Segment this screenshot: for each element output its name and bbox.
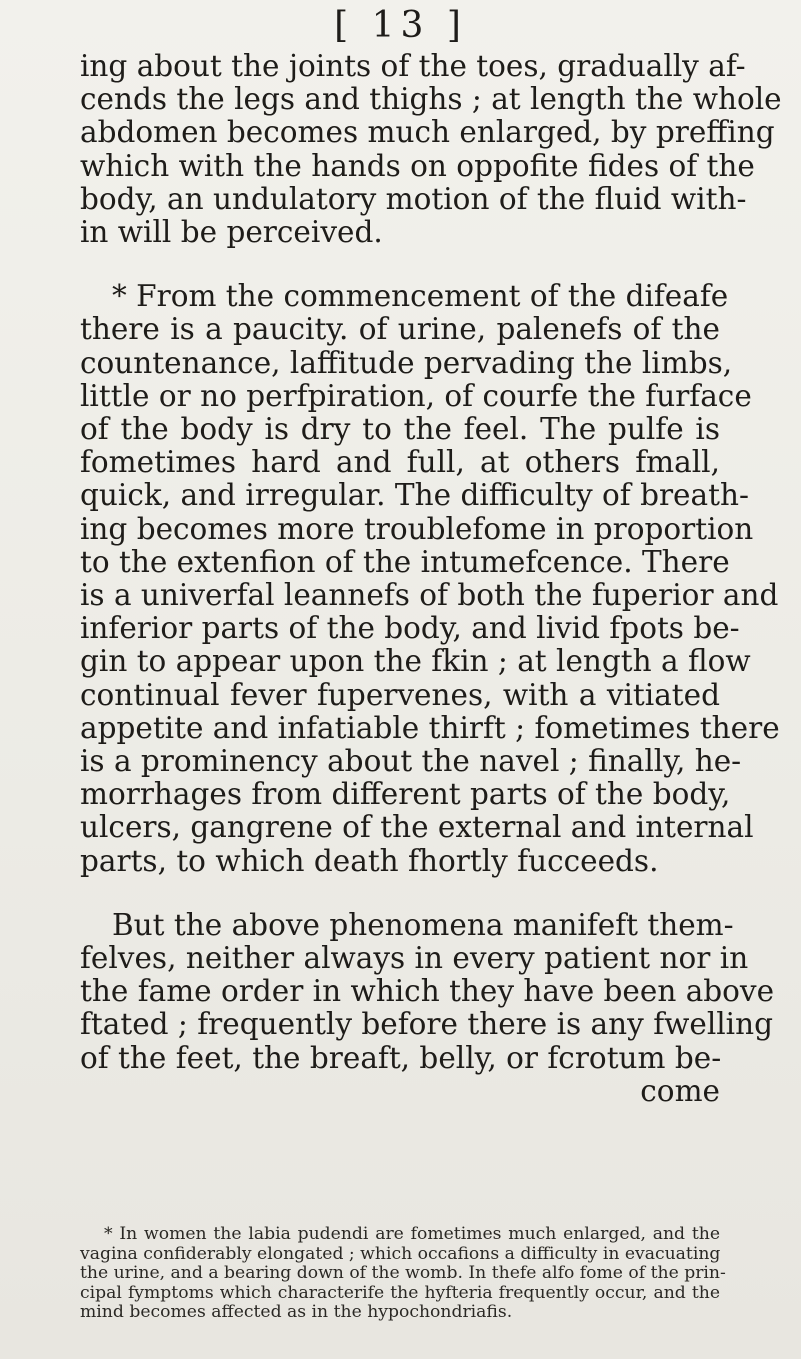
text-line: ing about the joints of the toes, gradually af- [80,49,746,83]
text-line: of the body is dry to the feel. The pulfe is [80,412,720,447]
footnote-line: mind becomes affected as in the hypochondriafis. [80,1302,513,1323]
text-line: parts, to which death fhortly fucceeds. [80,843,659,878]
main-text [80,49,782,1108]
text-line: in will be perceived. [80,215,383,250]
text-line: continual fever fupervenes, with a vitiated [80,677,720,712]
paragraph-continued [80,49,782,250]
text-line: the fame order in which they have been above [80,974,775,1009]
paragraph-phenomena [80,907,775,1108]
footnote-line: the urine, and a bearing down of the womb. In thefe alfo fome of the prin- [80,1263,726,1284]
text-line: * From the commencement of the difeafe [112,279,729,314]
text-line: body, an undulatory motion of the fluid with- [80,181,747,216]
text-line: ftated ; frequently before there is any fwelling [80,1007,774,1042]
footnote [80,1224,726,1323]
footnote-line: cipal fymptoms which characterife the hyfteria frequently occur, and the [80,1282,720,1303]
text-line: is a prominency about the navel ; finally, he- [80,744,742,779]
text-line: inferior parts of the body, and livid fpots be- [80,611,740,646]
footnote-line: * In women the labia pudendi are fometimes much enlarged, and the [104,1224,720,1244]
catchword: come [640,1073,720,1108]
text-line: gin to appear upon the fkin ; at length a flow [80,644,751,679]
text-line: ing becomes more troublefome in proportion [80,511,754,546]
text-line: appetite and infatiable thirft ; fometimes there [80,710,780,745]
text-line: of the feet, the breaft, belly, or fcrotum be- [80,1040,722,1075]
text-line: morrhages from different parts of the body, [80,777,731,812]
text-line: abdomen becomes much enlarged, by preffing [80,115,775,150]
page-number: [ 13 ] [334,5,467,46]
text-line: countenance, laffitude pervading the limbs, [80,345,733,380]
text-line: little or no perfpiration, of courfe the furface [80,378,752,413]
text-line: ulcers, gangrene of the external and internal [80,810,754,845]
footnote-line: vagina confiderably elongated ; which occafions a difficulty in evacuating [80,1243,721,1264]
text-line: felves, neither always in every patient nor in [80,941,749,976]
paragraph-symptoms [80,279,780,878]
text-line: to the extenfion of the intumefcence. There [80,544,730,579]
text-line: quick, and irregular. The difficulty of breath- [80,478,749,513]
text-line: cends the legs and thighs ; at length the whole [80,82,782,117]
text-line: But the above phenomena manifeft them- [112,907,734,942]
text-line: fometimes hard and full, at others fmall, [80,445,720,480]
text-line: there is a paucity. of urine, palenefs of the [80,312,720,347]
text-line: which with the hands on oppofite fides of the [80,148,755,183]
text-line: is a univerfal leannefs of both the fuperior and [80,578,779,613]
